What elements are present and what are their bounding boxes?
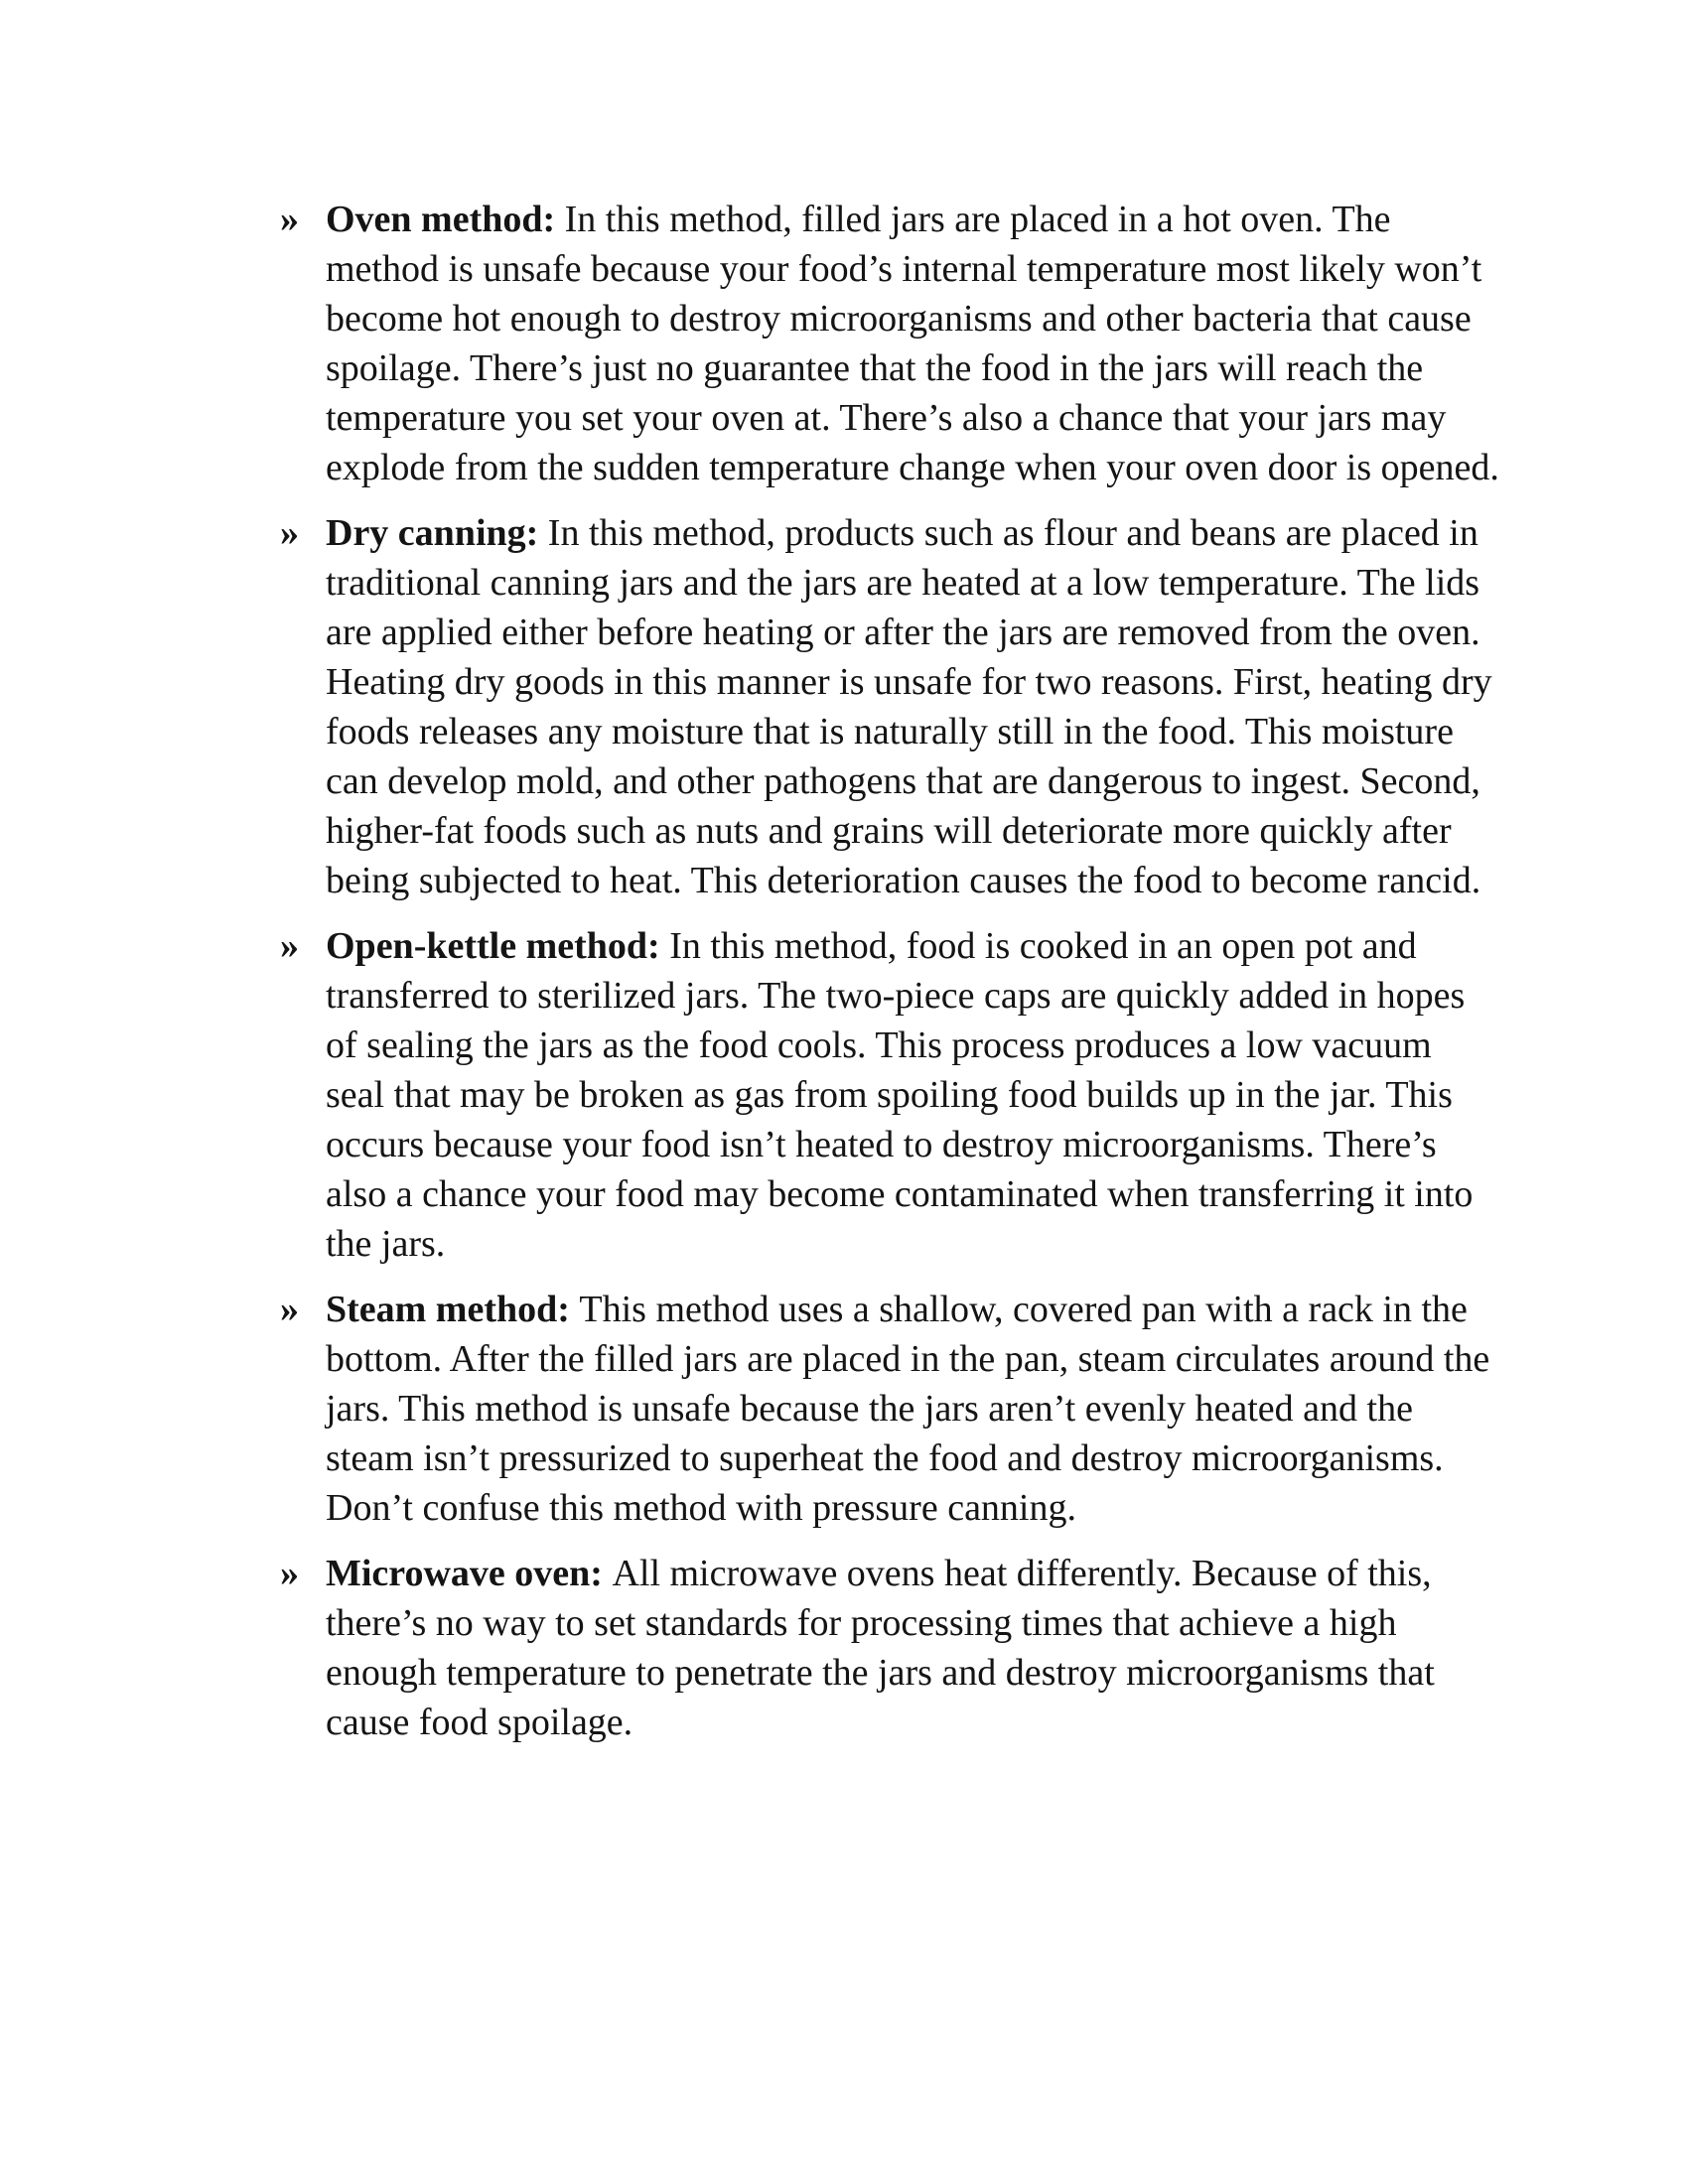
double-chevron-bullet-icon: » bbox=[280, 1289, 296, 1330]
item-text: In this method, food is cooked in an open pot and transferred to sterilized jars. The two-piece caps are quickly added in hopes of sealing the jars as the food cools. This process produces a low vacuum seal that may be broken as gas from spoiling food builds up in the jar. This occurs because your food isn’t heated to destroy microorganisms. There’s also a chance your food may become contaminated when transferring it into the jars. bbox=[326, 925, 1474, 1265]
unsafe-canning-methods-list bbox=[280, 195, 1499, 1763]
item-text: All microwave ovens heat differently. Because of this, there’s no way to set standards for processing times that achieve a high enough temperature to penetrate the jars and destroy microorganisms that cause food spoilage. bbox=[326, 1553, 1435, 1743]
list-item-dry-canning bbox=[280, 508, 1499, 905]
item-text: In this method, filled jars are placed in a hot oven. The method is unsafe because your food’s internal temperature most likely won’t become hot enough to destroy microorganisms and other bacteria that cause spoilage. There’s just no guarantee that the food in the jars will reach the temperature you set your oven at. There’s also a chance that your jars may explode from the sudden temperature change when your oven door is opened. bbox=[326, 199, 1499, 488]
list-item-steam-method bbox=[280, 1285, 1499, 1533]
item-term: Dry canning: bbox=[326, 512, 548, 554]
item-term: Oven method: bbox=[326, 199, 565, 240]
item-term: Steam method: bbox=[326, 1289, 580, 1330]
list-item-oven-method bbox=[280, 195, 1499, 492]
item-text: This method uses a shallow, covered pan with a rack in the bottom. After the filled jars are placed in the pan, steam circulates around the jars. This method is unsafe because the jars aren’t evenly heated and the steam isn’t pressurized to superheat the food and destroy microorganisms. Don’t confuse this method with pressure canning. bbox=[326, 1289, 1490, 1529]
list-item-open-kettle-method bbox=[280, 921, 1499, 1269]
double-chevron-bullet-icon: » bbox=[280, 1553, 296, 1594]
list-item-microwave-oven bbox=[280, 1549, 1499, 1747]
item-term: Microwave oven: bbox=[326, 1553, 613, 1594]
item-term: Open-kettle method: bbox=[326, 925, 670, 967]
double-chevron-bullet-icon: » bbox=[280, 512, 296, 554]
double-chevron-bullet-icon: » bbox=[280, 199, 296, 240]
double-chevron-bullet-icon: » bbox=[280, 925, 296, 967]
item-text: In this method, products such as flour and beans are placed in traditional canning jars and the jars are heated at a low temperature. The lids are applied either before heating or after the jars are removed from the oven. Heating dry goods in this manner is unsafe for two reasons. First, heating dry foods releases any moisture that is naturally still in the food. This moisture can develop mold, and other pathogens that are dangerous to ingest. Second, higher-fat foods such as nuts and grains will deteriorate more quickly after being subjected to heat. This deterioration causes the food to become rancid. bbox=[326, 512, 1492, 901]
